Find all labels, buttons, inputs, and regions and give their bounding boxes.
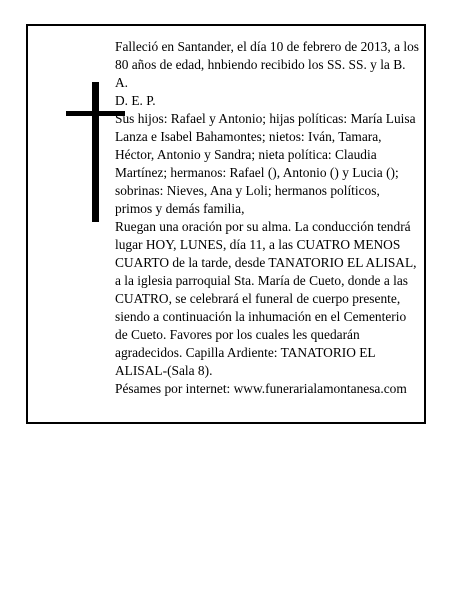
notice-opening: Falleció en Santander, el día 10 de febrero de 2013, a los 80 años de edad, hnbiendo recibido los SS. SS. y la B. A. [115, 39, 419, 90]
notice-text [115, 38, 419, 398]
notice-family: Sus hijos: Rafael y Antonio; hijas políticas: María Luisa Lanza e Isabel Bahamontes; nietos: Iván, Tamara, Héctor, Antonio y Sandra; nieta política: Claudia Martínez; hermanos: Rafael (), Antonio () y Lucia (); sobrinas: Nieves, Ana y Loli; hermanos políticos, primos y demás familia, [115, 111, 416, 216]
notice-funeral: Ruegan una oración por su alma. La conducción tendrá lugar HOY, LUNES, día 11, a las CUATRO MENOS CUARTO de la tarde, desde TANATORIO EL ALISAL, a la iglesia parroquial Sta. María de Cueto, donde a las CUATRO, se celebrará el funeral de cuerpo presente, siendo a continuación la inhumación en el Cementerio de Cueto. Favores por los cuales les quedarán agradecidos. Capilla Ardiente: TANATORIO EL ALISAL-(Sala 8). [115, 219, 417, 378]
cross-icon [92, 82, 99, 222]
notice-rip: D. E. P. [115, 93, 156, 108]
notice-condolences: Pésames por internet: www.funerarialamontanesa.com [115, 381, 407, 396]
